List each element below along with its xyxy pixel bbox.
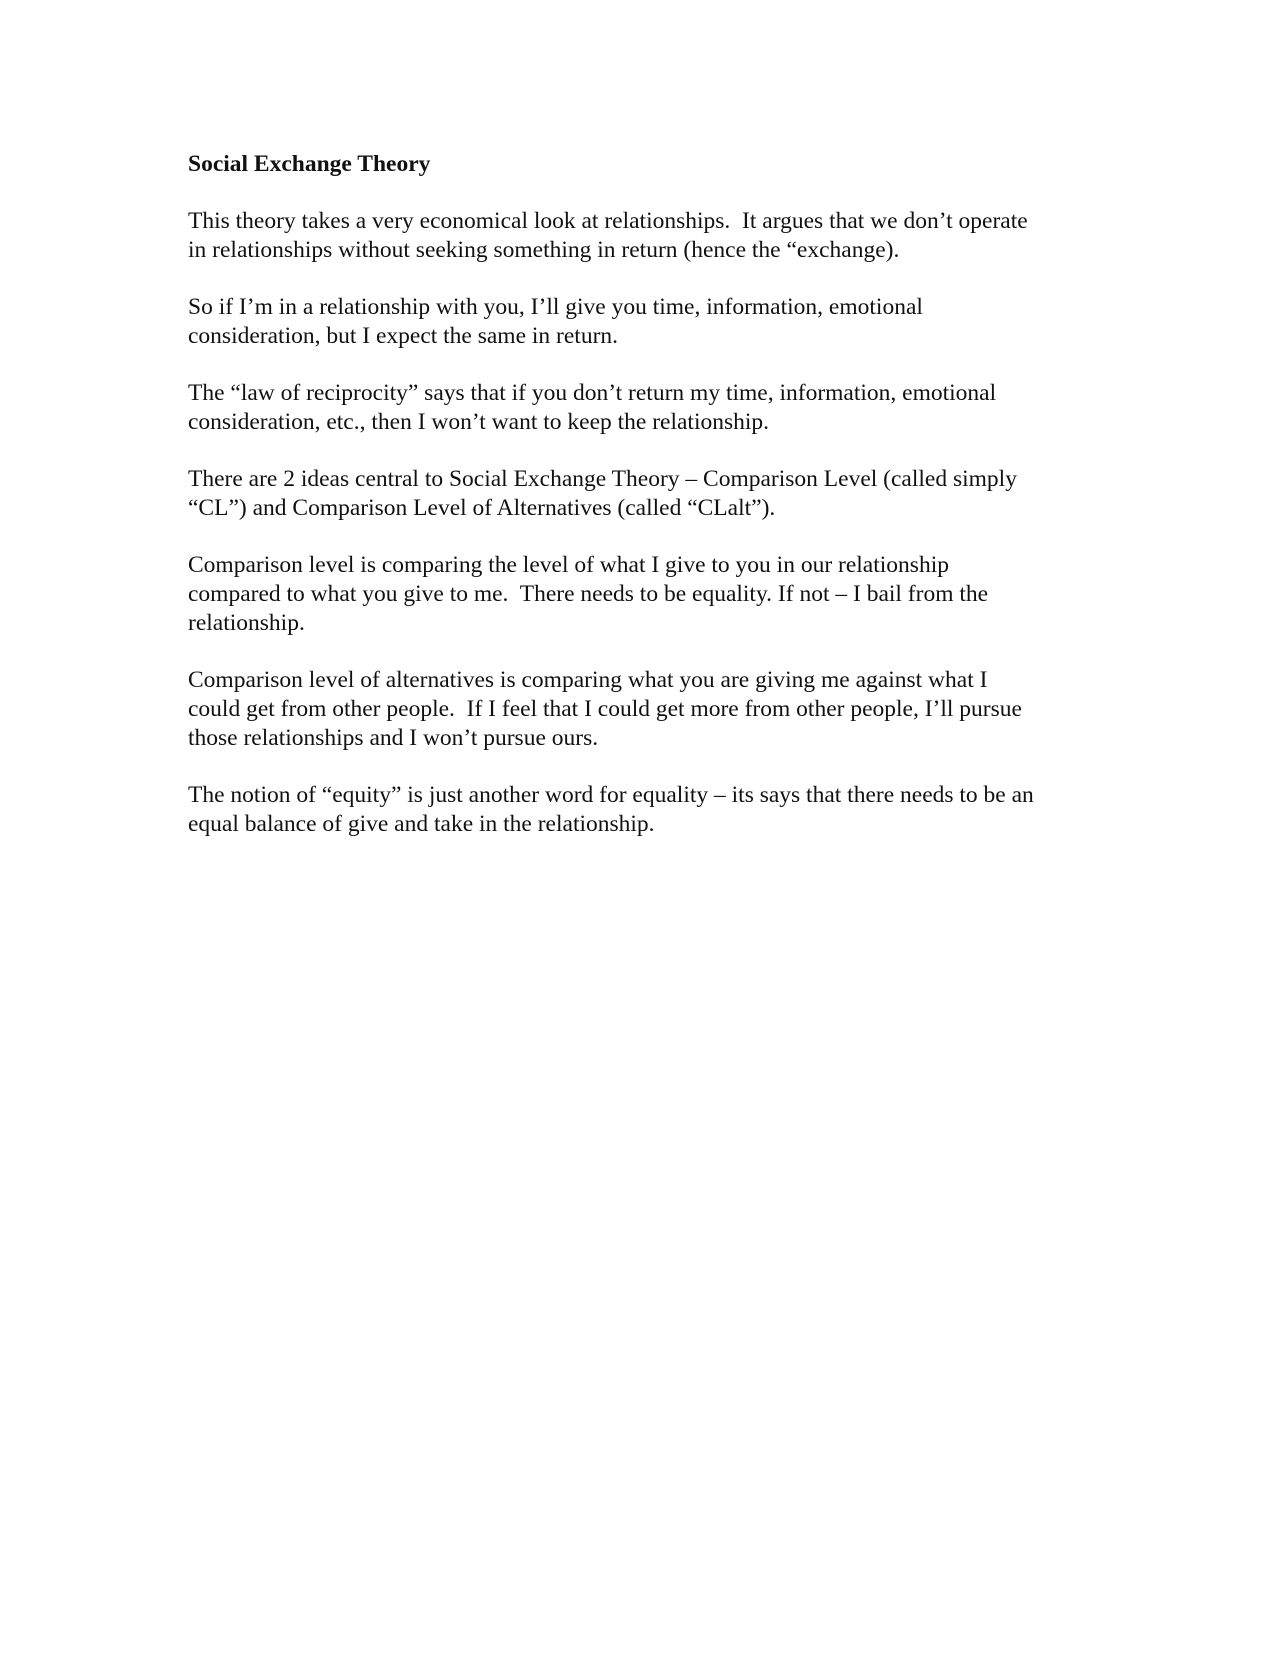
paragraph-central-ideas [188,465,1108,523]
document-title: Social Exchange Theory [188,151,431,177]
paragraph-line: This theory takes a very economical look at relationships. It argues that we don’t operate [188,208,1028,234]
paragraph-line: There are 2 ideas central to Social Exchange Theory – Comparison Level (called simply [188,466,1017,492]
paragraph-line: equal balance of give and take in the relationship. [188,811,655,837]
paragraph-line: Comparison level of alternatives is comparing what you are giving me against what I [188,667,988,693]
paragraph-line: consideration, etc., then I won’t want to keep the relationship. [188,409,770,435]
paragraph-comparison-level [188,551,1108,638]
paragraph-intro [188,207,1108,265]
paragraph-equity [188,781,1108,839]
paragraph-comparison-alternatives [188,666,1108,753]
paragraph-line: “CL”) and Comparison Level of Alternatives (called “CLalt”). [188,495,776,521]
paragraph-line: in relationships without seeking something in return (hence the “exchange). [188,237,900,263]
paragraph-line: Comparison level is comparing the level of what I give to you in our relationship [188,552,949,578]
paragraph-line: compared to what you give to me. There needs to be equality. If not – I bail from the [188,581,989,607]
paragraph-line: The “law of reciprocity” says that if you don’t return my time, information, emotional [188,380,997,406]
paragraph-line: those relationships and I won’t pursue ours. [188,725,599,751]
document-body [188,150,1108,867]
paragraph-reciprocity [188,379,1108,437]
paragraph-line: So if I’m in a relationship with you, I’ll give you time, information, emotional [188,294,923,320]
paragraph-line: The notion of “equity” is just another word for equality – its says that there needs to be an [188,782,1034,808]
paragraph-example [188,293,1108,351]
paragraph-line: relationship. [188,610,305,636]
paragraph-line: consideration, but I expect the same in return. [188,323,619,349]
paragraph-line: could get from other people. If I feel that I could get more from other people, I’ll pursue [188,696,1022,722]
